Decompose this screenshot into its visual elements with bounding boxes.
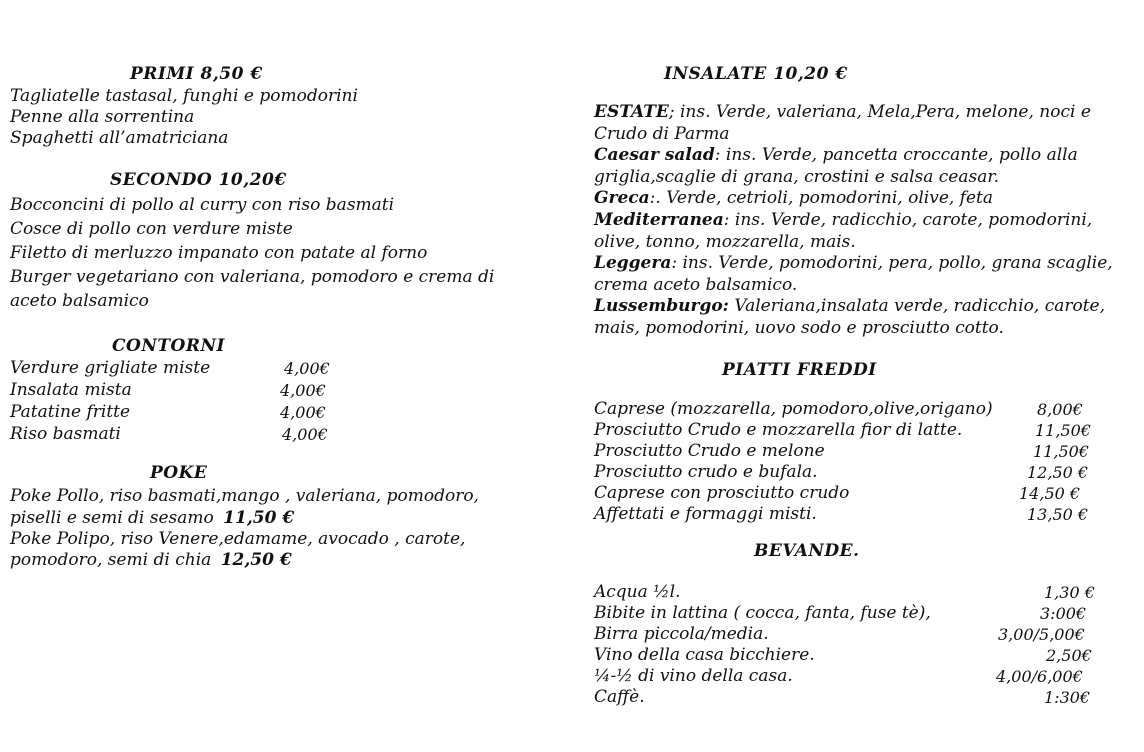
insalata-name: Leggera — [594, 253, 672, 274]
insalata-description: :. Verde, cetrioli, pomodorini, olive, feta — [649, 188, 994, 209]
secondo-heading: SECONDO 10,20€ — [110, 170, 287, 190]
bevande-item-price: 3:00€ — [1040, 604, 1087, 623]
piatti-freddi-item-name: Prosciutto Crudo e melone — [594, 441, 825, 461]
bevande-item-price: 1:30€ — [1044, 688, 1091, 707]
poke-item-continued — [10, 508, 294, 528]
insalate-item — [594, 102, 1119, 145]
insalata-name: Mediterranea — [594, 209, 724, 230]
primi-heading: PRIMI 8,50 € — [130, 64, 263, 84]
piatti-freddi-item-name: Caprese (mozzarella, pomodoro,olive,origano) — [594, 399, 993, 419]
bevande-item-name: Acqua ½l. — [594, 582, 681, 602]
piatti-freddi-item-price: 8,00€ — [1037, 400, 1083, 419]
contorni-item-name: Verdure grigliate miste — [10, 358, 211, 378]
insalata-description: Valeriana,insalata verde, radicchio, carote, mais, pomodorini, uovo sodo e prosciutto cotto. — [594, 296, 1106, 338]
insalata-description: : ins. Verde, radicchio, carote, pomodorini, olive, tonno, mozzarella, mais. — [594, 209, 1093, 252]
piatti-freddi-item-price: 11,50€ — [1033, 442, 1089, 461]
bevande-item-price: 4,00/6,00€ — [996, 667, 1083, 686]
contorni-item-name: Insalata mista — [10, 380, 132, 400]
piatti-freddi-item-price: 13,50 € — [1027, 505, 1089, 524]
bevande-item-name: ¼-½ di vino della casa. — [594, 666, 793, 686]
insalata-description: ; ins. Verde, valeriana, Mela,Pera, melone, noci e Crudo di Parma — [594, 102, 1091, 144]
contorni-item-price: 4,00€ — [284, 359, 330, 378]
primi-item: Penne alla sorrentina — [10, 107, 195, 127]
secondo-item: Bocconcini di pollo al curry con riso basmati — [10, 195, 395, 215]
contorni-heading: CONTORNI — [112, 336, 225, 356]
insalate-item — [594, 296, 1119, 339]
bevande-item-name: Bibite in lattina ( cocca, fanta, fuse tè), — [594, 603, 931, 623]
piatti-freddi-item-price: 11,50€ — [1035, 421, 1091, 440]
piatti-freddi-item-name: Prosciutto Crudo e mozzarella fior di latte. — [594, 420, 963, 440]
insalate-item — [594, 253, 1119, 296]
insalata-name: Lussemburgo: — [594, 296, 729, 317]
piatti-freddi-item-name: Affettati e formaggi misti. — [594, 504, 817, 524]
contorni-item-price: 4,00€ — [280, 403, 326, 422]
insalate-list — [594, 102, 1119, 340]
secondo-item: Cosce di pollo con verdure miste — [10, 219, 293, 239]
secondo-item: Burger vegetariano con valeriana, pomodoro e crema di — [10, 267, 495, 287]
bevande-heading: BEVANDE. — [754, 541, 860, 561]
contorni-item-name: Riso basmati — [10, 424, 121, 444]
bevande-item-name: Caffè. — [594, 687, 645, 707]
poke-item: Poke Pollo, riso basmati,mango , valeriana, pomodoro, — [10, 486, 479, 506]
piatti-freddi-item-name: Caprese con prosciutto crudo — [594, 483, 850, 503]
bevande-item-price: 1,30 € — [1044, 583, 1095, 602]
piatti-freddi-item-name: Prosciutto crudo e bufala. — [594, 462, 818, 482]
insalata-name: Greca — [594, 188, 650, 209]
poke-item-continued — [10, 550, 292, 570]
insalate-item — [594, 145, 1119, 188]
contorni-item-price: 4,00€ — [282, 425, 328, 444]
insalate-item — [594, 188, 1119, 210]
secondo-item-continued: aceto balsamico — [10, 291, 149, 311]
poke-item-price: 12,50 € — [220, 550, 292, 570]
poke-item-text: piselli e semi di sesamo — [10, 508, 214, 528]
primi-item: Tagliatelle tastasal, funghi e pomodorini — [10, 86, 358, 106]
piatti-freddi-heading: PIATTI FREDDI — [722, 360, 877, 380]
insalata-description: : ins. Verde, pancetta croccante, pollo alla griglia,scaglie di grana, crostini e salsa ceasar. — [594, 145, 1078, 187]
poke-item-price: 11,50 € — [223, 508, 295, 528]
insalata-description: : ins. Verde, pomodorini, pera, pollo, grana scaglie, crema aceto balsamico. — [594, 253, 1113, 295]
insalata-name: ESTATE — [594, 102, 669, 122]
contorni-item-name: Patatine fritte — [10, 402, 131, 422]
primi-item: Spaghetti all’amatriciana — [10, 128, 229, 148]
bevande-item-price: 3,00/5,00€ — [998, 625, 1085, 644]
piatti-freddi-item-price: 14,50 € — [1019, 484, 1081, 503]
piatti-freddi-item-price: 12,50 € — [1027, 463, 1089, 482]
bevande-item-price: 2,50€ — [1046, 646, 1092, 665]
insalate-item — [594, 210, 1119, 253]
secondo-item: Filetto di merluzzo impanato con patate al forno — [10, 243, 428, 263]
bevande-item-name: Vino della casa bicchiere. — [594, 645, 815, 665]
insalata-name: Caesar salad — [594, 145, 715, 166]
contorni-item-price: 4,00€ — [280, 381, 326, 400]
poke-item: Poke Polipo, riso Venere,edamame, avocado , carote, — [10, 529, 466, 549]
insalate-heading: INSALATE 10,20 € — [664, 64, 848, 84]
bevande-item-name: Birra piccola/media. — [594, 624, 769, 644]
poke-heading: POKE — [150, 463, 208, 483]
poke-item-text: pomodoro, semi di chia — [10, 550, 212, 570]
